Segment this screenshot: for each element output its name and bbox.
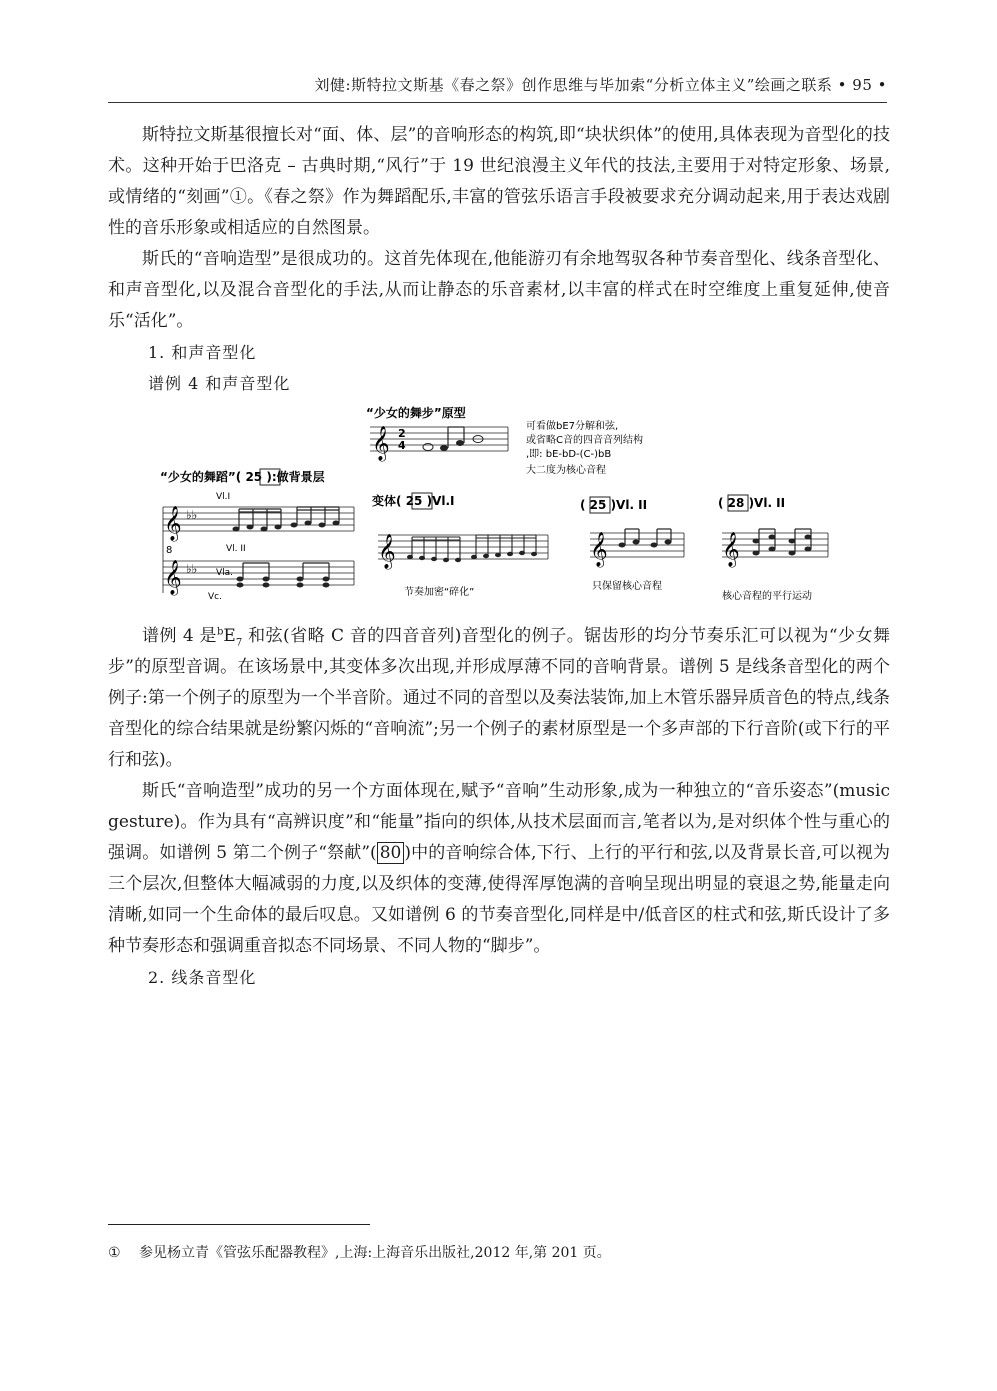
bg-title-a: “少女的舞蹈”( [160,470,242,484]
treble-clef-icon: 𝄞 [722,532,740,567]
svg-text:♭♭: ♭♭ [186,562,198,576]
label-vl1: Vl.I [216,492,231,502]
variant-a: 变体( [372,494,402,508]
figure-caption: 谱例 4 和声音型化 [148,374,291,393]
svg-text:♭♭: ♭♭ [186,508,198,522]
label-vla: Vla. [216,568,234,578]
treble-clef-icon: 𝄞 [378,534,396,569]
running-header [108,68,887,103]
section-heading-2: 2. 线条音型化 [148,968,257,987]
svg-text:2: 2 [398,427,406,440]
core-box: 25 [589,498,607,512]
bg-title-b: ):做背景层 [266,470,325,484]
parallel-box: 28 [727,496,745,510]
core-a: ( [580,498,586,512]
svg-text:8: 8 [166,545,173,556]
label-vl2: Vl. II [226,544,246,554]
core-b: )Vl. II [610,498,648,512]
prototype-note-2: 或省略C音的四音音列结构 [526,435,643,446]
parallel-b: )Vl. II [748,496,786,510]
variant-box: 25 [405,494,423,508]
footnote-marker: ① [108,1245,121,1261]
music-example-figure [108,403,890,617]
paragraph-1: 斯特拉文斯基很擅长对“面、体、层”的音响形态的构筑,即“块状织体”的使用,具体表现为音型化的技术。这种开始于巴洛克 – 古典时期,“风行”于 19 世纪浪漫主义年代的技法,主要用于对特定形象、场景,或情绪的“刻画”①。《春之祭》作为舞蹈配乐,丰富的管弦乐语言手段被要求充分调动起来,用于表达戏剧性的音乐形象或相适应的自然图景。 [108,125,890,238]
treble-clef-icon: 𝄞 [590,532,608,567]
paragraph-2: 斯氏的“音响造型”是很成功的。这首先体现在,他能游刃有余地驾驭各种节奏音型化、线条音型化、和声音型化,以及混合音型化的手法,从而让静态的乐音素材,以丰富的样式在时空维度上重复延伸,使音乐“活化”。 [108,249,890,331]
music-example-svg [108,403,890,617]
parallel-caption: 核心音程的平行运动 [722,591,812,602]
treble-clef-icon: 𝄞 [372,426,390,461]
section-heading-1: 1. 和声音型化 [148,343,257,362]
prototype-note-1: 可看做bE7分解和弦, [526,421,619,432]
variant-b: )Vl.I [426,494,455,508]
prototype-note-4: 大二度为核心音程 [526,465,606,476]
footnote-rule [108,1224,370,1225]
main-content [108,120,890,993]
bg-title-box: 25 [245,470,263,484]
core-interval-staff [580,497,684,592]
footnote-text: 参见杨立青《管弦乐配器教程》,上海:上海音乐出版社,2012 年,第 201 页。 [139,1245,611,1261]
svg-text:“少女的舞蹈”( 25 [160,469,325,484]
prototype-title: “少女的舞步”原型 [366,406,466,420]
svg-text:4: 4 [398,439,406,452]
paragraph-4: 斯氏“音响造型”成功的另一个方面体现在,赋予“音响”生动形象,成为一种独立的“音乐姿态”(music gesture)。作为具有“高辨识度”和“能量”指向的织体,从技术层面而言,笔者以为,是对织体个性与重心的强调。如谱例 5 第二个例子“祭献”( 80 )中的音响综合体,下行、上行的平行和弦,以及背景长音,可以视为三个层次,但整体大幅减弱的力度,以及织体的变薄,使得浑厚饱满的音响呈现出明显的衰退之势,能量走向清晰,如同一个生命体的最后叹息。又如谱例 6 的节奏音型化,同样是中/低音区的柱式和弦,斯氏设计了多种节奏形态和强调重音拟态不同场景、不同人物的“脚步”。 [108,781,891,956]
svg-text:变体( 25 )Vl [372,493,455,508]
running-title: 刘健:斯特拉文斯基《春之祭》创作思维与毕加索“分析立体主义”绘画之联系 • 95 • [314,76,887,94]
treble-clef-icon: 𝄞 [164,560,182,595]
treble-clef-icon: 𝄞 [164,506,182,541]
background-layer-staves [160,469,354,602]
prototype-staff [366,405,643,476]
label-vc: Vc. [208,592,222,602]
variant-caption: 节奏加密“碎化” [404,587,475,598]
footnote [108,1242,611,1262]
prototype-note-3: ,即: bE-bD-(C-)bB [526,449,612,460]
rehearsal-number-box: 80 [377,842,405,864]
core-caption: 只保留核心音程 [592,581,662,592]
variant-staff [372,493,548,598]
parallel-a: ( [718,496,724,510]
parallel-motion-staff [718,495,828,602]
paragraph-3: 谱例 4 是$^bE_7$ 和弦(省略 C 音的四音音列)音型化的例子。锯齿形的均分节奏乐汇可以视为“少女舞步”的原型音调。在该场景中,其变体多次出现,并形成厚薄不同的音响背景。谱例 5 是线条音型化的两个例子:第一个例子的原型为一个半音阶。通过不同的音型以及奏法装饰,加上木管乐器异质音色的特点,线条音型化的综合结果就是纷繁闪烁的“音响流”;另一个例子的素材原型是一个多声部的下行音阶(或下行的平行和弦)。 [108,626,890,770]
